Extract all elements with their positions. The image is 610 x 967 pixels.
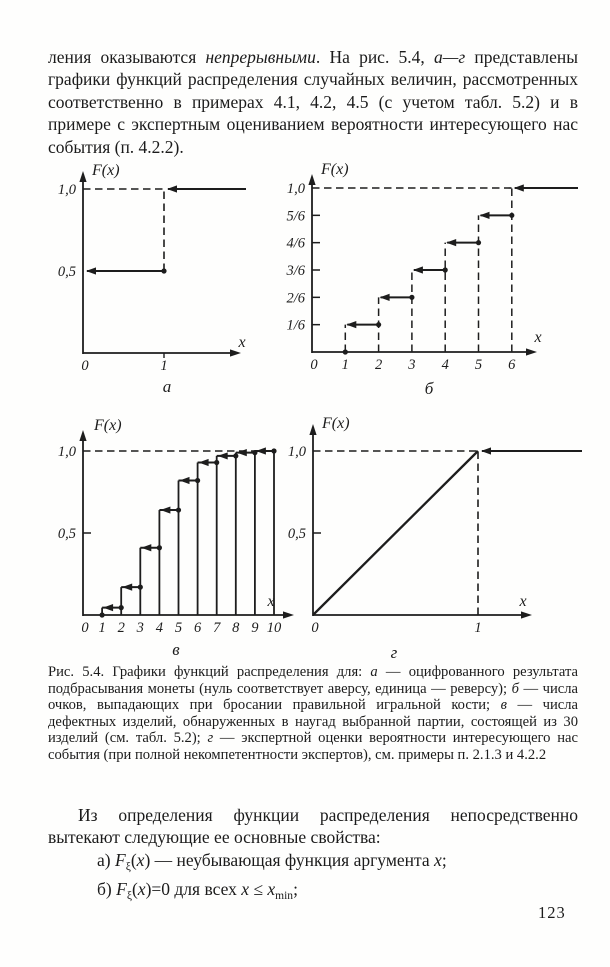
svg-text:1: 1	[474, 620, 482, 636]
svg-text:а: а	[162, 377, 172, 396]
svg-text:0: 0	[81, 620, 89, 636]
svg-text:5/6: 5/6	[286, 208, 305, 225]
svg-text:3/6: 3/6	[286, 263, 305, 279]
svg-text:x: x	[238, 334, 246, 351]
italic-run: непрерывными	[205, 47, 316, 67]
text-run: а)	[97, 849, 115, 870]
chart-panel-g	[288, 415, 582, 662]
svg-text:10: 10	[266, 620, 282, 636]
svg-text:б: б	[424, 379, 434, 398]
svg-text:9: 9	[251, 620, 259, 636]
svg-text:1,0: 1,0	[287, 444, 306, 460]
svg-text:2: 2	[117, 620, 125, 636]
svg-text:в: в	[172, 640, 180, 659]
svg-text:5: 5	[474, 357, 483, 373]
text-run: — числа дефектных изделий, обнаруженных в наугад выбранной партии, состоящей из 30 изделий (см. табл. 5.2);	[48, 697, 579, 747]
formula-subscript: min	[275, 889, 294, 902]
italic-run: x	[241, 878, 250, 899]
properties-section	[48, 804, 578, 907]
svg-text:0,5: 0,5	[57, 264, 76, 280]
svg-text:F(x): F(x)	[92, 162, 120, 179]
svg-text:x: x	[267, 593, 275, 610]
text-run: — оцифрованного результата подбрасывания монеты (нуль соответствует аверсу, единица — реверсу);	[48, 664, 578, 697]
italic-run: а—г	[434, 47, 466, 67]
svg-text:0: 0	[311, 620, 319, 636]
italic-run: x	[434, 849, 442, 870]
text-run: )=0 для всех	[145, 878, 242, 899]
page-number: 123	[538, 903, 566, 922]
svg-text:1: 1	[160, 358, 168, 374]
svg-text:5: 5	[174, 620, 183, 636]
italic-run: x	[136, 849, 145, 870]
chart-panel-v	[58, 417, 294, 659]
svg-text:6: 6	[508, 357, 516, 373]
italic-run: x	[267, 878, 276, 899]
svg-text:x: x	[534, 329, 542, 346]
text-run: ;	[441, 849, 447, 870]
text-run: ления оказываются	[48, 47, 206, 67]
italic-run: F	[114, 849, 126, 870]
text-run: Рис. 5.4. Графики функций распределения для:	[48, 664, 371, 680]
figure-caption	[48, 664, 578, 764]
properties-lead-paragraph	[48, 804, 578, 849]
formula-subscript: ξ	[126, 889, 132, 902]
text-run: (	[131, 878, 138, 899]
svg-text:6: 6	[193, 620, 202, 636]
svg-text:1,0: 1,0	[57, 444, 76, 460]
italic-run: F	[116, 878, 127, 899]
text-run: ≤	[249, 878, 268, 899]
svg-text:2/6: 2/6	[286, 290, 305, 307]
svg-text:4: 4	[441, 357, 449, 373]
svg-text:x: x	[519, 593, 527, 610]
svg-text:8: 8	[232, 620, 240, 636]
text-run: Из определения функции распределения непосредственно вытекают следующие ее основные свойства:	[48, 805, 578, 848]
text-run: — числа очков, выпадающих при бросании правильной игральной кости;	[48, 680, 578, 714]
svg-text:3: 3	[136, 620, 144, 636]
svg-text:г: г	[390, 643, 398, 662]
svg-text:4: 4	[155, 620, 164, 636]
italic-run: x	[137, 878, 146, 899]
chart-panel-a	[58, 162, 246, 396]
svg-text:0: 0	[310, 357, 318, 373]
svg-text:1: 1	[98, 620, 106, 636]
svg-text:7: 7	[213, 620, 221, 636]
svg-text:1: 1	[341, 357, 349, 373]
svg-text:1/6: 1/6	[286, 317, 305, 334]
svg-text:0,5: 0,5	[57, 526, 76, 542]
svg-text:F(x): F(x)	[322, 415, 350, 432]
svg-text:3: 3	[408, 357, 416, 373]
svg-text:4/6: 4/6	[286, 235, 305, 252]
chart-panel-b	[285, 161, 578, 398]
svg-text:1,0: 1,0	[286, 181, 305, 197]
property-item-a	[48, 849, 578, 878]
text-run: — экспертной оценки вероятности интересующего нас события (при полной некомпетентности экспертов), см. примеры п. 2.1.3 и 4.2.2	[48, 730, 578, 763]
text-run: представлены графики функций распределения случайных величин, рассмотренных соответственно в примерах 4.1, 4.2, 4.5 (с учетом табл. 5.2) и в примере с экспертным оцениванием вероятности интересующего нас события (п. 4.2.2).	[48, 47, 578, 157]
text-run: (	[130, 849, 137, 870]
italic-run: б	[511, 680, 519, 697]
formula-subscript: ξ	[125, 860, 131, 873]
italic-run: в	[500, 697, 507, 714]
text-run: ;	[293, 878, 298, 899]
italic-run: г	[207, 730, 214, 747]
svg-text:2: 2	[374, 357, 383, 373]
text-run: ) — неубывающая функция аргумента	[144, 849, 435, 870]
text-run: . На рис. 5.4,	[315, 47, 435, 67]
svg-text:0: 0	[81, 358, 89, 374]
italic-run: а	[370, 664, 378, 680]
svg-text:F(x): F(x)	[321, 161, 349, 178]
svg-text:1,0: 1,0	[57, 182, 76, 198]
text-run: б)	[97, 878, 117, 899]
svg-text:F(x): F(x)	[94, 417, 122, 434]
property-item-b	[48, 878, 578, 907]
svg-text:0,5: 0,5	[287, 526, 306, 542]
